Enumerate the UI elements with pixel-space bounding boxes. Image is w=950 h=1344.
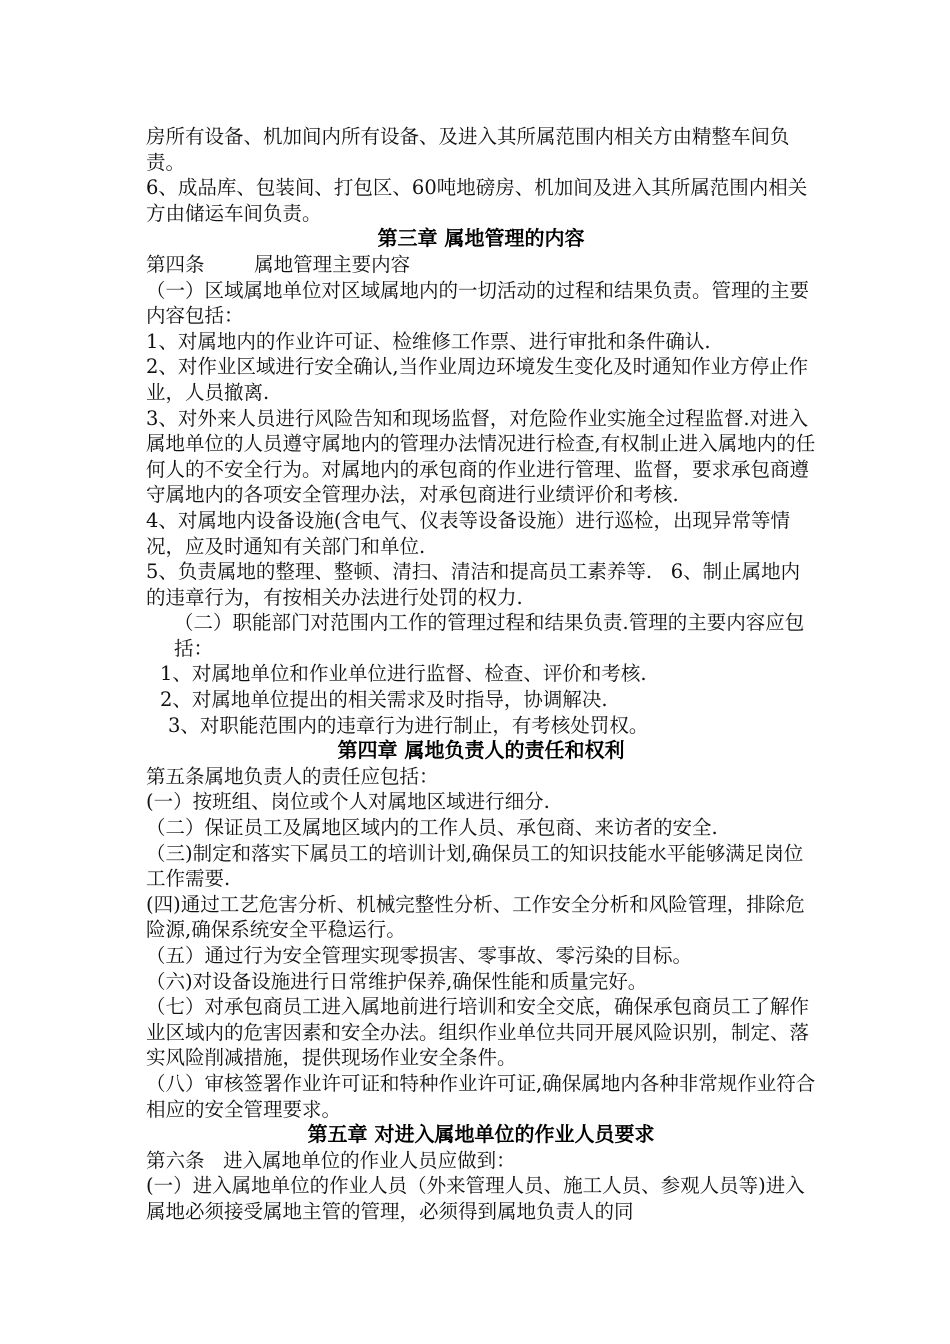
list-item: 5、负责属地的整理、整顿、清扫、清洁和提高员工素养等. 6、制止属地内的违章行为，有按相关办法进行处罚的权力.: [146, 560, 801, 609]
list-item: (一）按班组、岗位或个人对属地区域进行细分.: [146, 790, 550, 814]
list-item: 2、对作业区域进行安全确认,当作业周边环境发生变化及时通知作业方停止作业，人员撤离.: [146, 355, 809, 404]
paragraph: （二）职能部门对范围内工作的管理过程和结果负责.管理的主要内容应包括：: [174, 611, 805, 660]
list-item: 2、对属地单位提出的相关需求及时指导，协调解决.: [160, 688, 608, 712]
list-item: 4、对属地内设备设施(含电气、仪表等设备设施）进行巡检，出现异常等情况，应及时通知有关部门和单位.: [146, 508, 791, 558]
list-item: 3、对职能范围内的违章行为进行制止，有考核处罚权。: [168, 713, 649, 737]
list-item: (一）进入属地单位的作业人员（外来管理人员、施工人员、参观人员等)进入属地必须接受属地主管的管理，必须得到属地负责人的同: [146, 1174, 805, 1223]
article-heading: 第四条 属地管理主要内容: [146, 252, 411, 276]
chapter-heading: 第四章 属地负责人的责任和权利: [337, 738, 625, 763]
list-item: 1、对属地单位和作业单位进行监督、检查、评价和考核.: [160, 662, 647, 686]
list-item: （七）对承包商员工进入属地前进行培训和安全交底，确保承包商员工了解作业区域内的危害因素和安全办法。组织作业单位共同开展风险识别，制定、落实风险削减措施，提供现场作业安全条件。: [146, 995, 810, 1070]
document-page: [146, 124, 816, 1225]
paragraph: （一）区域属地单位对区域属地内的一切活动的过程和结果负责。管理的主要内容包括：: [146, 278, 810, 328]
article-heading: 第五条属地负责人的责任应包括：: [146, 764, 439, 788]
list-item: （五）通过行为安全管理实现零损害、零事故、零污染的目标。: [146, 944, 693, 967]
article-heading: 第六条 进入属地单位的作业人员应做到：: [146, 1148, 516, 1172]
list-item: （二）保证员工及属地区域内的工作人员、承包商、来访者的安全.: [146, 816, 718, 840]
paragraph: 6、成品库、包装间、打包区、60吨地磅房、机加间及进入其所属范围内相关方由储运车间负责。: [146, 176, 808, 225]
list-item: （六)对设备设施进行日常维护保养,确保性能和质量完好。: [146, 969, 648, 993]
list-item: 3、对外来人员进行风险告知和现场监督，对危险作业实施全过程监督.对进入属地单位的人员遵守属地内的管理办法情况进行检查,有权制止进入属地内的任何人的不安全行为。对属地内的承包商的作业进行管理、监督，要求承包商遵守属地内的各项安全管理办法，对承包商进行业绩评价和考核.: [146, 406, 816, 507]
list-item: （八）审核签署作业许可证和特种作业许可证,确保属地内各种非常规作业符合相应的安全管理要求。: [146, 1071, 816, 1121]
chapter-heading: 第五章 对进入属地单位的作业人员要求: [307, 1122, 655, 1147]
list-item: （三)制定和落实下属员工的培训计划,确保员工的知识技能水平能够满足岗位工作需要.: [146, 841, 804, 891]
list-item: (四)通过工艺危害分析、机械完整性分析、工作安全分析和风险管理，排除危险源,确保系统安全平稳运行。: [146, 892, 805, 942]
list-item: 1、对属地内的作业许可证、检维修工作票、进行审批和条件确认.: [146, 329, 711, 353]
paragraph: 房所有设备、机加间内所有设备、及进入其所属范围内相关方由精整车间负责。: [146, 125, 790, 174]
chapter-heading: 第三章 属地管理的内容: [377, 226, 585, 251]
